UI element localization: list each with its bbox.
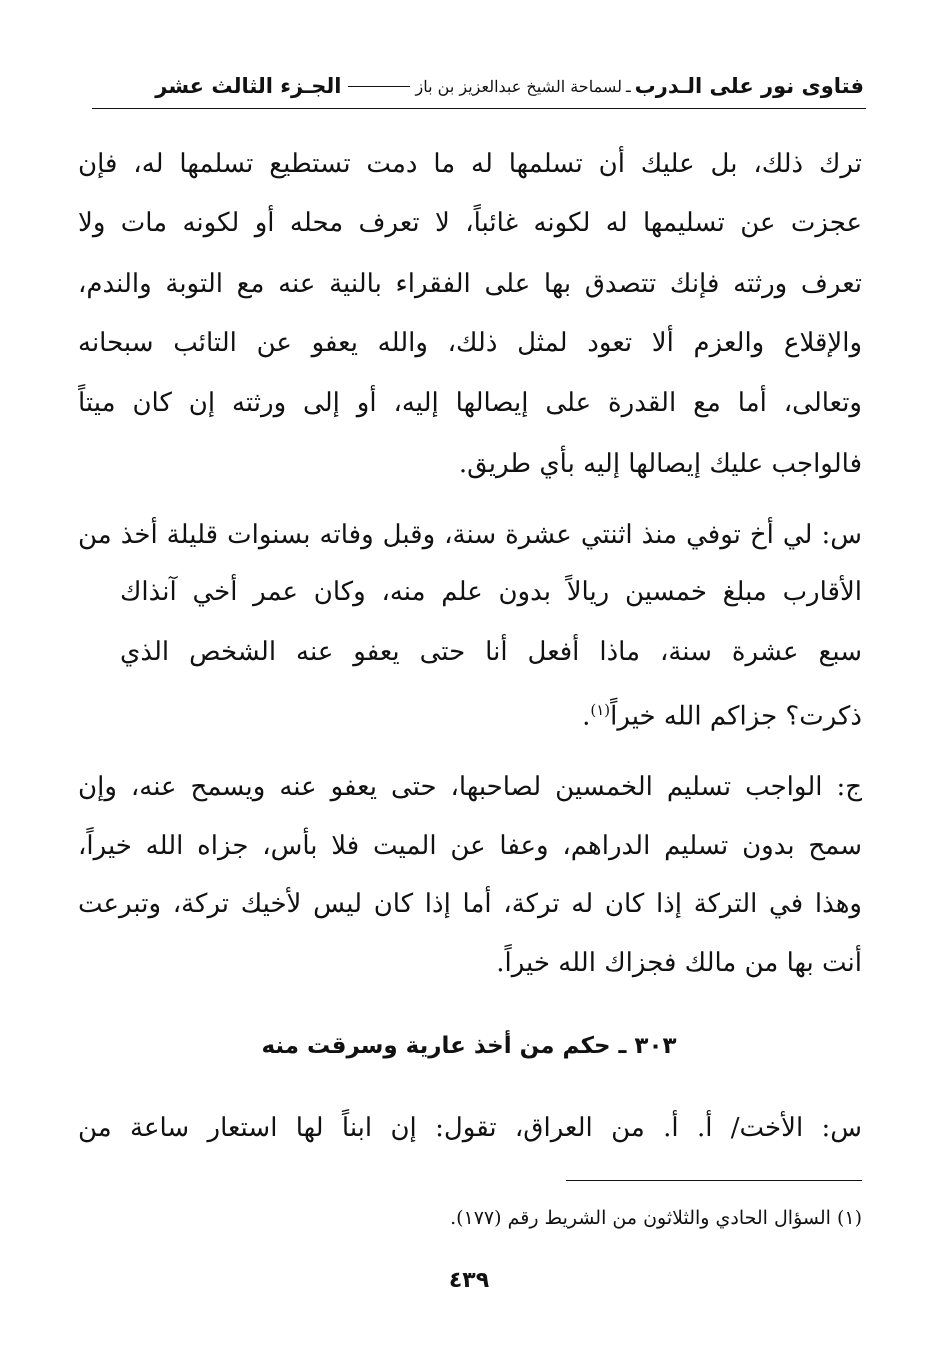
question-line bbox=[120, 690, 862, 737]
book-title: فتاوى نور على الـدرب bbox=[634, 74, 864, 98]
page-number: ٤٣٩ bbox=[448, 1268, 490, 1293]
answer-line: سمح بدون تسليم الدراهم، وعفا عن الميت فلا بأس، جزاه الله خيراً، bbox=[78, 831, 862, 861]
answer-line: أنت بها من مالك فجزاك الله خيراً. bbox=[496, 948, 862, 978]
header-dash-line bbox=[348, 86, 410, 87]
paragraph-line: عجزت عن تسليمها له لكونه غائباً، لا تعرف محله أو لكونه مات ولا bbox=[78, 208, 862, 238]
header-rule bbox=[92, 108, 866, 109]
answer-line: ج: الواجب تسليم الخمسين لصاحبها، حتى يعفو عنه ويسمح عنه، وإن bbox=[78, 772, 862, 802]
footnote-marker: (١) bbox=[590, 701, 611, 719]
question-line: س: الأخت/ أ. أ. من العراق، تقول: إن ابناً لها استعار ساعة من bbox=[78, 1113, 862, 1143]
question-line: الأقارب مبلغ خمسين ريالاً بدون علم منه، وكان عمر أخي آنذاك bbox=[120, 577, 862, 607]
paragraph-line: والإقلاع والعزم ألا تعود لمثل ذلك، والله يعفو عن التائب سبحانه bbox=[78, 328, 862, 358]
author-name: لسماحة الشيخ عبدالعزيز بن باز bbox=[415, 76, 622, 96]
answer-line: وهذا في التركة إذا كان له تركة، أما إذا كان ليس لأخيك تركة، وتبرعت bbox=[78, 889, 862, 919]
footnote: (١) السؤال الحادي والثلاثون من الشريط رقم (١٧٧). bbox=[450, 1207, 862, 1229]
question-line: سبع عشرة سنة، ماذا أفعل أنا حتى يعفو عنه الشخص الذي bbox=[120, 637, 862, 667]
paragraph-line: فالواجب عليك إيصالها إليه بأي طريق. bbox=[458, 449, 862, 479]
paragraph-line: وتعالى، أما مع القدرة على إيصالها إليه، أو إلى ورثته إن كان ميتاً bbox=[78, 388, 862, 418]
running-header bbox=[92, 66, 864, 106]
paragraph-line: ترك ذلك، بل عليك أن تسلمها له ما دمت تستطيع تسلمها له، فإن bbox=[78, 149, 862, 179]
footnote-rule bbox=[566, 1180, 862, 1181]
volume-part: الجـزء الثالث عشر bbox=[155, 74, 342, 98]
question-end-mark: . bbox=[582, 701, 591, 732]
paragraph-line: تعرف ورثته فإنك تتصدق بها على الفقراء بالنية عنه مع التوبة والندم، bbox=[78, 269, 862, 299]
header-separator: ـ bbox=[625, 76, 631, 96]
question-last-text: ذكرت؟ جزاكم الله خيراً bbox=[610, 701, 862, 732]
question-line: س: لي أخ توفي منذ اثنتي عشرة سنة، وقبل وفاته بسنوات قليلة أخذ من bbox=[78, 520, 862, 550]
section-heading: ٣٠٣ ـ حكم من أخذ عارية وسرقت منه bbox=[261, 1033, 677, 1059]
